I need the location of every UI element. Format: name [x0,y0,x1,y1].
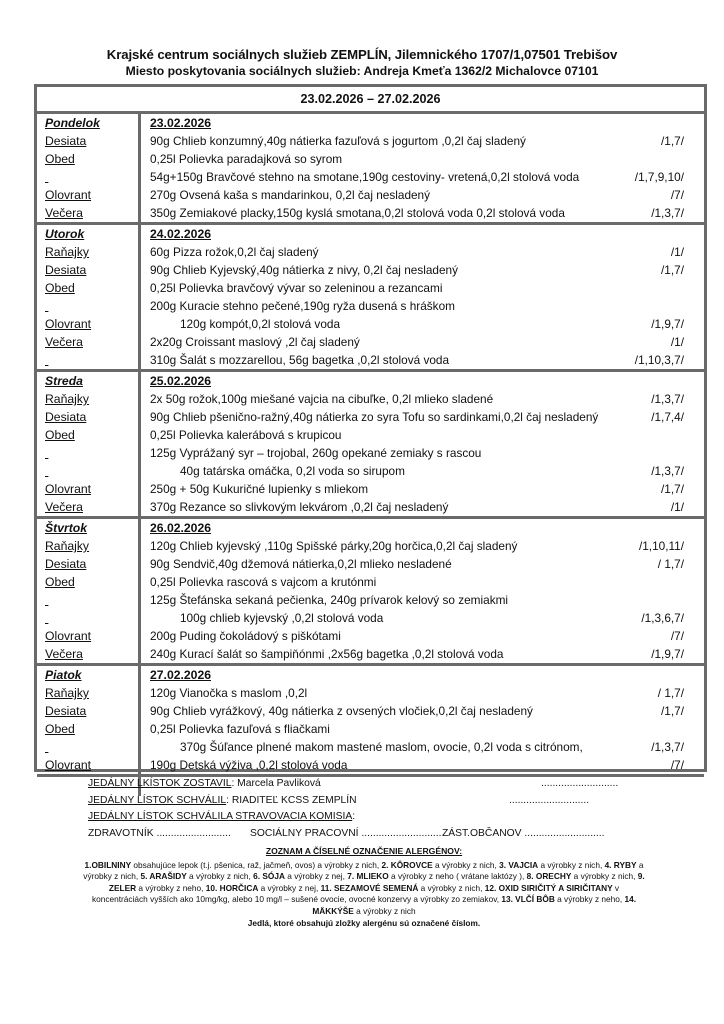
health-worker-signature: ZDRAVOTNÍK .......................... [88,827,231,839]
meal-item [150,537,684,555]
allergen-name: 8. ORECHY [526,871,572,882]
allergen-codes: /1/ [670,335,684,349]
allergen-description: a výrobky z neho, [136,882,206,893]
allergen-codes: /1,3,7/ [651,740,684,754]
meal-item [150,204,684,222]
meal-description: 270g Ovsená kaša s mandarinkou, 0,2l čaj nesladený [150,188,431,202]
meal-description: 200g Kuracie stehno pečené,190g ryža dusená s hráškom [150,299,455,313]
meal-description: 100g chlieb kyjevský ,0,2l stolová voda [180,611,384,625]
meal-description: 370g Šúľance plnené makom mastené maslom, ovocie, 0,2l voda s citrónom, [180,740,583,754]
meal-item [150,591,684,609]
allergen-name: 14. MÄKKÝŠE [312,894,637,916]
allergen-name: 5. ARAŠIDY [140,871,187,882]
allergen-name: 10. HORČICA [205,882,259,893]
allergen-codes: /1,7/ [661,704,684,718]
allergen-name: 13. VLČÍ BÔB [501,894,555,905]
meal-description: 120g kompót,0,2l stolová voda [180,317,341,331]
meal-label [45,297,138,315]
meal-description: 60g Pizza rožok,0,2l čaj sladený [150,245,319,259]
signature-section [88,776,648,842]
meal-item [150,702,684,720]
allergen-codes: /1,3,7/ [651,206,684,220]
meal-description: 40g tatárska omáčka, 0,2l voda so sirupom [180,464,405,478]
meal-description: 90g Chlieb konzumný,40g nátierka fazuľová s jogurtom ,0,2l čaj sladený [150,134,526,148]
allergen-name: 12. OXID SIRIČITÝ A SIRIČITANY [484,882,613,893]
meal-item [150,186,684,204]
meal-description: 240g Kurací šalát so šampiňónmi ,2x56g bagetka ,0,2l stolová voda [150,647,504,661]
meal-description: 90g Chlieb vyrážkový, 40g nátierka z ovsených vločiek,0,2l čaj nesladený [150,704,533,718]
commission-row [88,809,648,826]
meal-label: Raňajky [45,539,90,553]
allergen-codes: /1,7,9,10/ [634,170,684,184]
meal-label: Desiata [45,263,87,277]
meal-description: 0,25l Polievka kalerábová s krupicou [150,428,342,442]
approved-by-row [88,793,648,810]
meal-description: 120g Chlieb kyjevský ,110g Spišské párky,20g horčica,0,2l čaj sladený [150,539,518,553]
meal-description: 350g Zemiakové placky,150g kyslá smotana,0,2l stolová voda 0,2l stolová voda [150,206,565,220]
meal-description: 310g Šalát s mozzarellou, 56g bagetka ,0,2l stolová voda [150,353,450,367]
day-date: 26.02.2026 [150,521,211,535]
meal-item [150,279,684,297]
meal-description: 370g Rezance so slivkovým lekvárom ,0,2l čaj nesladený [150,500,449,514]
meal-item [150,150,684,168]
meal-description: 120g Vianočka s maslom ,0,2l [150,686,308,700]
meal-items-column [141,666,704,774]
meal-description: 250g + 50g Kukuričné lupienky s mliekom [150,482,369,496]
allergen-name: 4. RYBY [604,859,637,870]
meal-label: Obed [45,281,75,295]
meal-label [45,591,138,609]
approved-by-name: : RIADITEĽ KCSS ZEMPLÍN [226,794,357,806]
allergen-list [80,860,648,918]
allergen-codes: /7/ [670,758,684,772]
meal-label: Olovrant [45,629,92,643]
meal-description: 0,25l Polievka bravčový vývar so zeleninou a rezancami [150,281,443,295]
allergen-codes: /1,10,11/ [638,539,684,553]
meal-item [150,480,684,498]
date-range: 23.02.2026 – 27.02.2026 [37,87,704,114]
citizens-representative-signature: ZÁST.OBČANOV ............................ [442,827,605,839]
meal-label: Desiata [45,134,87,148]
meal-labels-column [37,225,141,369]
meal-labels-column [37,666,141,774]
allergen-description: a výrobky z nich, [432,859,500,870]
meal-items-column [141,372,704,516]
meal-item [150,573,684,591]
meal-label: Olovrant [45,482,92,496]
approved-by-label: JEDÁLNY LÍSTOK SCHVÁLIL [88,794,227,806]
document-header [0,47,724,79]
compiled-by-signature-line: ........................... [541,778,619,789]
meal-item [150,168,684,186]
meal-label: Desiata [45,704,87,718]
allergen-codes: /1,7/ [661,482,684,496]
meal-items-column [141,225,704,369]
days-container [37,114,704,796]
day-name: Streda [45,374,83,388]
meal-item [150,720,684,738]
allergen-name: 7. MLIEKO [347,871,389,882]
meal-label: Večera [45,206,83,220]
meal-item [150,408,684,426]
meal-item [150,609,684,627]
allergen-description: obsahujúce lepok (t.j. pšenica, raž, jačmeň, ovos) a výrobky z nich, [131,859,382,870]
meal-description: 125g Vyprážaný syr – trojobal, 260g opekané zemiaky s rascou [150,446,482,460]
day-block [37,519,704,666]
meal-label: Obed [45,722,75,736]
day-block [37,114,704,225]
allergen-codes: /1,9,7/ [651,317,684,331]
compiled-by-name: : Marcela Pavliková [231,778,321,789]
allergen-name: 3. VAJCIA [499,859,539,870]
meal-label: Olovrant [45,188,92,202]
meal-item [150,261,684,279]
allergen-name: 1.OBILNINY [84,859,132,870]
meal-labels-column [37,519,141,663]
meal-description: 2x 50g rožok,100g miešané vajcia na cibuľke, 0,2l mlieko sladené [150,392,494,406]
allergen-name: 9. ZELER [108,871,645,893]
meal-label: Obed [45,575,75,589]
commission-label: JEDÁLNY LÍSTOK SCHVÁLILA STRAVOVACIA KOMISIA [88,811,353,822]
meal-label: Olovrant [45,317,92,331]
allergen-description: a výrobky z nich, [571,871,638,882]
meal-labels-column [37,114,141,222]
commission-colon: : [352,811,356,822]
menu-table [34,84,707,772]
meal-item [150,555,684,573]
allergen-codes: / 1,7/ [657,686,684,700]
meal-label: Raňajky [45,392,90,406]
day-date: 27.02.2026 [150,668,211,682]
meal-description: 54g+150g Bravčové stehno na smotane,190g cestoviny- vretená,0,2l stolová voda [150,170,580,184]
meal-label [45,462,138,480]
meal-description: 2x20g Croissant maslový ,2l čaj sladený [150,335,360,349]
allergen-description: a výrobky z nich [353,905,416,916]
allergen-codes: /1,7,4/ [651,410,684,424]
allergen-codes: /1,7/ [661,134,684,148]
meal-item [150,333,684,351]
meal-item [150,315,684,333]
day-name: Pondelok [45,116,100,130]
meal-item [150,132,684,150]
day-date: 25.02.2026 [150,374,211,388]
allergen-codes: /1,7/ [661,263,684,277]
day-block [37,372,704,519]
meal-description: 90g Chlieb pšenično-ražný,40g nátierka zo syra Tofu so sardinkami,0,2l čaj nesladený [150,410,599,424]
meal-item [150,243,684,261]
day-date: 24.02.2026 [150,227,211,241]
location-subtitle: Miesto poskytovania sociálnych služieb: Andreja Kmeťa 1362/2 Michalovce 07101 [125,64,599,78]
meal-description: 200g Puding čokoládový s piškótami [150,629,341,643]
meal-item [150,498,684,516]
allergen-codes: / 1,7/ [657,557,684,571]
allergen-description: a výrobky z nich, [418,882,485,893]
meal-item [150,444,684,462]
meal-item [150,351,684,369]
meal-description: 0,25l Polievka paradajková so syrom [150,152,343,166]
meal-label: Obed [45,152,75,166]
allergen-name: 2. KÔROVCE [381,859,433,870]
meal-label: Raňajky [45,686,90,700]
meal-item [150,390,684,408]
meal-items-column [141,114,704,222]
day-name: Štvrtok [45,521,87,535]
meal-label [45,168,138,186]
compiled-by-label: JEDÁLNY LKÍSTOK ZOSTAVIL [88,778,232,789]
allergen-description: a výrobky z nich, [538,859,605,870]
meal-item [150,756,684,774]
allergen-codes: /1,3,7/ [651,464,684,478]
allergen-description: a výrobky z nej, [284,871,348,882]
meal-label [45,444,138,462]
allergen-codes: /1/ [670,500,684,514]
meal-label [45,609,138,627]
day-block [37,225,704,372]
meal-description: 90g Sendvič,40g džemová nátierka,0,2l mlieko nesladené [150,557,452,571]
allergen-name: 11. SEZAMOVÉ SEMENÁ [320,882,419,893]
meal-description: 190g Detská výživa ,0,2l stolová voda [150,758,348,772]
allergen-codes: /1,10,3,7/ [634,353,684,367]
allergen-codes: /1/ [670,245,684,259]
day-date: 23.02.2026 [150,116,211,130]
meal-labels-column [37,372,141,516]
allergen-codes: /7/ [670,629,684,643]
meal-label: Raňajky [45,245,90,259]
day-name: Utorok [45,227,85,241]
allergen-description: a výrobky z nich, [186,871,254,882]
meal-item [150,297,684,315]
meal-description: 0,25l Polievka rascová s vajcom a krutónmi [150,575,377,589]
allergen-legend-title: ZOZNAM A ČÍSELNÉ OZNAČENIE ALERGÉNOV: [265,846,463,856]
meal-label [45,738,138,756]
compiled-by-row [88,776,648,793]
allergen-codes: /1,3,7/ [651,392,684,406]
allergen-codes: /7/ [670,188,684,202]
meal-label: Desiata [45,557,87,571]
meal-label: Obed [45,428,75,442]
meal-description: 90g Chlieb Kyjevský,40g nátierka z nivy, 0,2l čaj nesladený [150,263,458,277]
meal-item [150,738,684,756]
allergen-codes: /1,3,6,7/ [641,611,684,625]
allergen-note: Jedlá, ktoré obsahujú zložky alergénu sú označené číslom. [247,917,481,928]
social-worker-signature: SOCIÁLNY PRACOVNÍ ............................ [250,827,442,839]
allergen-description: a výrobky z nej, [258,882,321,893]
meal-item [150,462,684,480]
allergen-legend [80,846,648,929]
meal-label: Desiata [45,410,87,424]
meal-label: Olovrant [45,758,92,772]
meal-item [150,645,684,663]
allergen-description: v koncentráciách vyšších ako 10mg/kg, alebo 10 mg/l – sušené ovocie, ovocné konzervy a výrobky zo zemiakov, [91,882,620,905]
meal-item [150,627,684,645]
approved-by-signature-line: ............................ [509,794,590,806]
meal-description: 0,25l Polievka fazuľová s fliačkami [150,722,330,736]
meal-label: Večera [45,500,83,514]
meal-items-column [141,519,704,663]
commission-members-row [88,826,648,843]
meal-label [45,351,138,369]
meal-description: 125g Štefánska sekaná pečienka, 240g prívarok kelový so zemiakmi [150,593,509,607]
meal-item [150,426,684,444]
allergen-description: a výrobky z neho, [554,894,625,905]
allergen-name: 6. SÓJA [253,871,285,882]
day-block [37,666,704,777]
day-name: Piatok [45,668,82,682]
allergen-description: a výrobky z nich, [83,859,644,882]
allergen-codes: /1,9,7/ [651,647,684,661]
meal-item [150,684,684,702]
meal-label: Večera [45,335,83,349]
meal-label: Večera [45,647,83,661]
allergen-description: a výrobky z neho ( vrátane laktózy ), [388,871,527,882]
organization-title: Krajské centrum sociálnych služieb ZEMPLÍN, Jilemnického 1707/1,07501 Trebišov [106,47,618,62]
